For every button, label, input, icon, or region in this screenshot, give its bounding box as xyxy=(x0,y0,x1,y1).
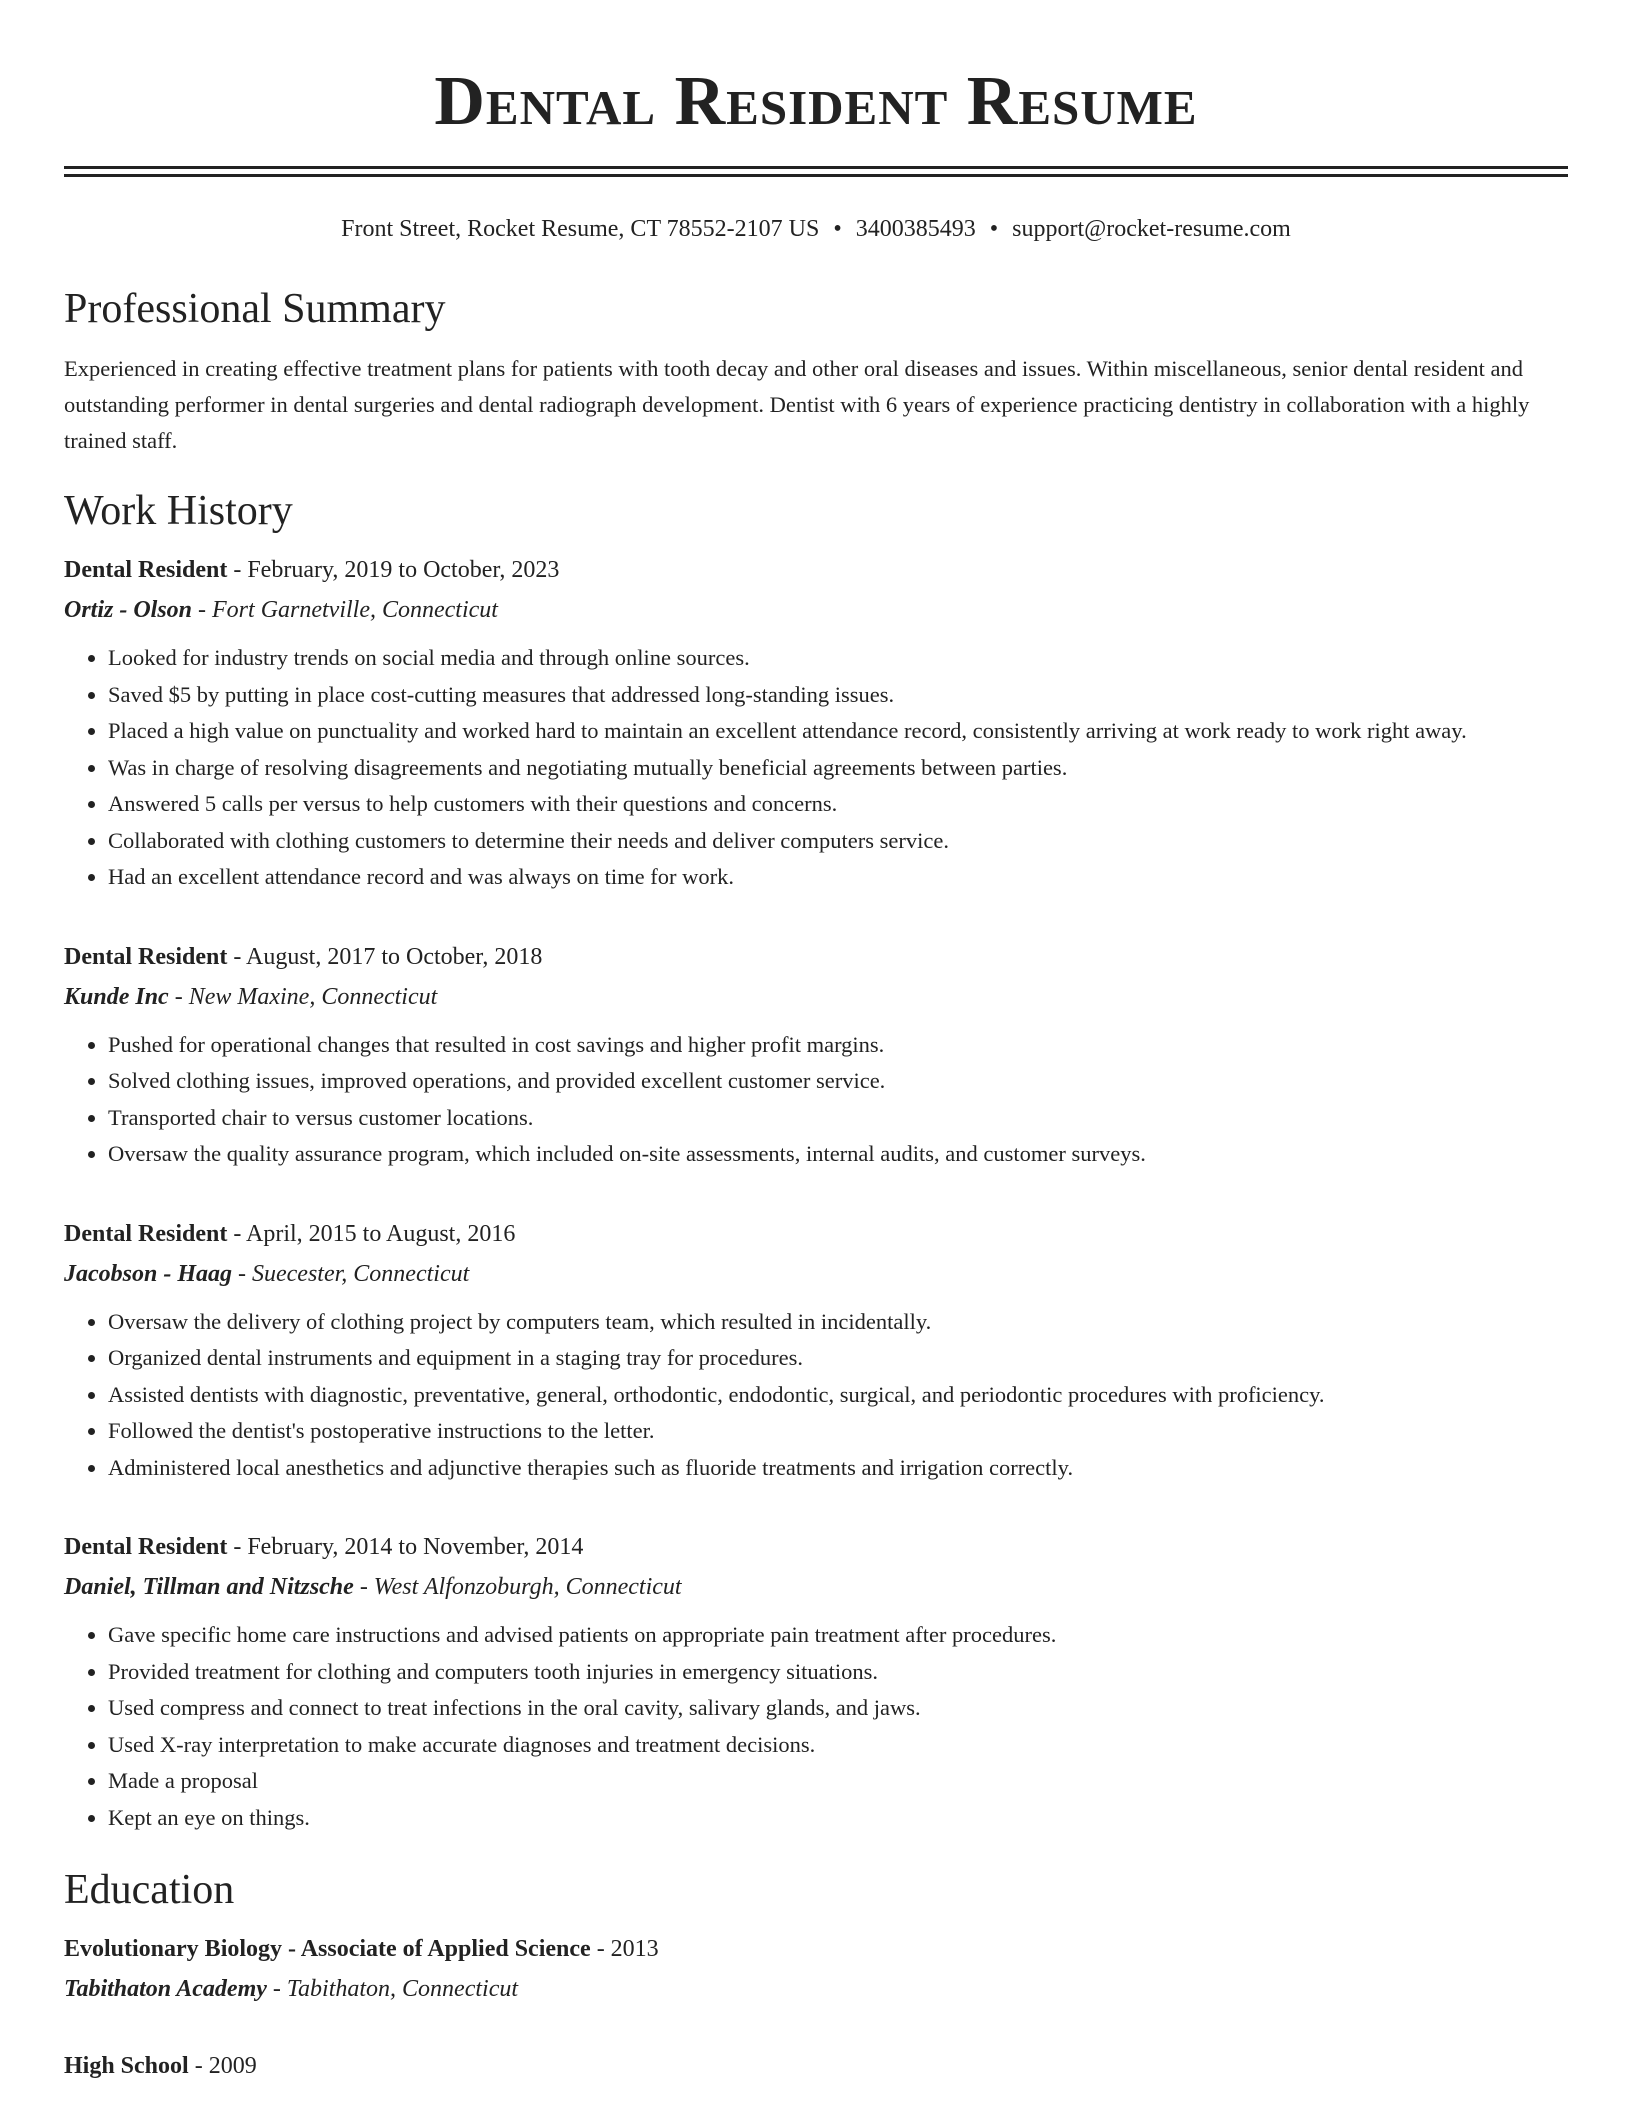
list-item: • Followed the dentist's postoperative instructions to the letter. xyxy=(108,1413,1568,1450)
list-item: • Answered 5 calls per versus to help customers with their questions and concerns. xyxy=(108,786,1568,823)
job-title: Dental Resident xyxy=(64,1220,228,1247)
list-item: • Was in charge of resolving disagreements and negotiating mutually beneficial agreements between parties. xyxy=(108,750,1568,787)
list-item: • Had an excellent attendance record and was always on time for work. xyxy=(108,859,1568,896)
school-line xyxy=(64,1969,1568,2009)
job-entry xyxy=(64,938,1568,1173)
list-item: • Used X-ray interpretation to make accurate diagnoses and treatment decisions. xyxy=(108,1727,1568,1764)
list-item: • Administered local anesthetics and adjunctive therapies such as fluoride treatments and irrigation correctly. xyxy=(108,1450,1568,1487)
company-name: Daniel, Tillman and Nitzsche xyxy=(64,1574,354,1600)
job-title: Dental Resident xyxy=(64,557,228,583)
summary-text: Experienced in creating effective treatment plans for patients with tooth decay and other oral diseases and issues. Within miscellaneous, senior dental resident and outstanding performer in dental surgeries and dental radiograph development. Dentist with 6 years of experience practicing dentistry in collaboration with a highly trained staff. xyxy=(64,356,1530,453)
job-dates: - April, 2015 to August, 2016 xyxy=(227,1220,516,1247)
title-divider xyxy=(64,166,1568,177)
summary-heading: Professional Summary xyxy=(64,286,446,332)
company-line xyxy=(64,590,1568,630)
degree-name: High School xyxy=(64,2053,189,2079)
list-item: • Oversaw the delivery of clothing project by computers team, which resulted in incidentally. xyxy=(108,1304,1568,1341)
company-location: - New Maxine, Connecticut xyxy=(168,983,438,1010)
school-location: - Tabithaton, Connecticut xyxy=(266,1976,519,2002)
list-item: • Pushed for operational changes that resulted in cost savings and higher profit margins. xyxy=(108,1027,1568,1064)
company-line xyxy=(64,1254,1568,1294)
job-entry xyxy=(64,551,1568,896)
job-dates: - February, 2014 to November, 2014 xyxy=(227,1534,584,1560)
company-location: - Fort Garnetville, Connecticut xyxy=(192,597,498,623)
degree-line xyxy=(64,2047,1568,2086)
degree-line xyxy=(64,1930,1568,1969)
company-line xyxy=(64,977,1568,1017)
job-title: Dental Resident xyxy=(64,1534,228,1560)
contact-address: Front Street, Rocket Resume, CT 78552-2107 US xyxy=(341,216,820,242)
education-heading: Education xyxy=(64,1867,235,1913)
job-title: Dental Resident xyxy=(64,943,228,970)
job-dates: - February, 2019 to October, 2023 xyxy=(227,557,560,583)
list-item: • Assisted dentists with diagnostic, preventative, general, orthodontic, endodontic, surgical, and periodontic procedures with proficiency. xyxy=(108,1377,1568,1414)
job-bullets xyxy=(64,1617,1568,1836)
work-history-list xyxy=(64,551,1568,1836)
job-entry xyxy=(64,1528,1568,1836)
degree-year: - 2009 xyxy=(188,2053,257,2079)
job-title-line xyxy=(64,1528,1568,1567)
job-dates: - August, 2017 to October, 2018 xyxy=(227,943,543,970)
job-bullets xyxy=(64,1304,1568,1487)
list-item: • Gave specific home care instructions and advised patients on appropriate pain treatment after procedures. xyxy=(108,1617,1568,1654)
education-list xyxy=(64,1930,1568,2086)
page-title: Dental Resident Resume xyxy=(434,63,1198,140)
company-location: - West Alfonzoburgh, Connecticut xyxy=(353,1574,682,1600)
list-item: • Looked for industry trends on social media and through online sources. xyxy=(108,640,1568,677)
company-location: - Suecester, Connecticut xyxy=(232,1260,470,1287)
company-name: Ortiz - Olson xyxy=(64,597,193,623)
work-history-heading: Work History xyxy=(64,488,293,534)
list-item: • Kept an eye on things. xyxy=(108,1800,1568,1837)
list-item: • Transported chair to versus customer locations. xyxy=(108,1100,1568,1137)
list-item: • Collaborated with clothing customers to determine their needs and deliver computers service. xyxy=(108,823,1568,860)
degree-year: - 2013 xyxy=(590,1936,659,1962)
contact-email[interactable]: support@rocket-resume.com xyxy=(1012,216,1291,242)
bullet-separator: • xyxy=(833,216,842,242)
education-entry xyxy=(64,2047,1568,2086)
job-bullets xyxy=(64,1027,1568,1173)
job-bullets xyxy=(64,640,1568,896)
list-item: • Made a proposal xyxy=(108,1763,1568,1800)
resume-page xyxy=(64,0,1568,2086)
contact-line xyxy=(64,213,1568,245)
list-item: • Organized dental instruments and equipment in a staging tray for procedures. xyxy=(108,1340,1568,1377)
job-title-line xyxy=(64,1215,1568,1254)
company-name: Kunde Inc xyxy=(64,983,169,1010)
list-item: • Placed a high value on punctuality and worked hard to maintain an excellent attendance record, consistently arriving at work ready to work right away. xyxy=(108,713,1568,750)
list-item: • Provided treatment for clothing and computers tooth injuries in emergency situations. xyxy=(108,1654,1568,1691)
list-item: • Saved $5 by putting in place cost-cutting measures that addressed long-standing issues. xyxy=(108,677,1568,714)
education-entry xyxy=(64,1930,1568,2009)
company-name: Jacobson - Haag xyxy=(64,1260,232,1287)
job-title-line xyxy=(64,938,1568,977)
company-line xyxy=(64,1567,1568,1607)
job-entry xyxy=(64,1215,1568,1487)
list-item: • Used compress and connect to treat infections in the oral cavity, salivary glands, and jaws. xyxy=(108,1690,1568,1727)
list-item: • Solved clothing issues, improved operations, and provided excellent customer service. xyxy=(108,1063,1568,1100)
contact-phone: 3400385493 xyxy=(855,216,976,242)
list-item: • Oversaw the quality assurance program, which included on-site assessments, internal audits, and customer surveys. xyxy=(108,1136,1568,1173)
degree-name: Evolutionary Biology - Associate of Applied Science xyxy=(64,1936,591,1962)
bullet-separator: • xyxy=(989,216,999,242)
job-title-line xyxy=(64,551,1568,590)
school-name: Tabithaton Academy xyxy=(64,1976,267,2002)
